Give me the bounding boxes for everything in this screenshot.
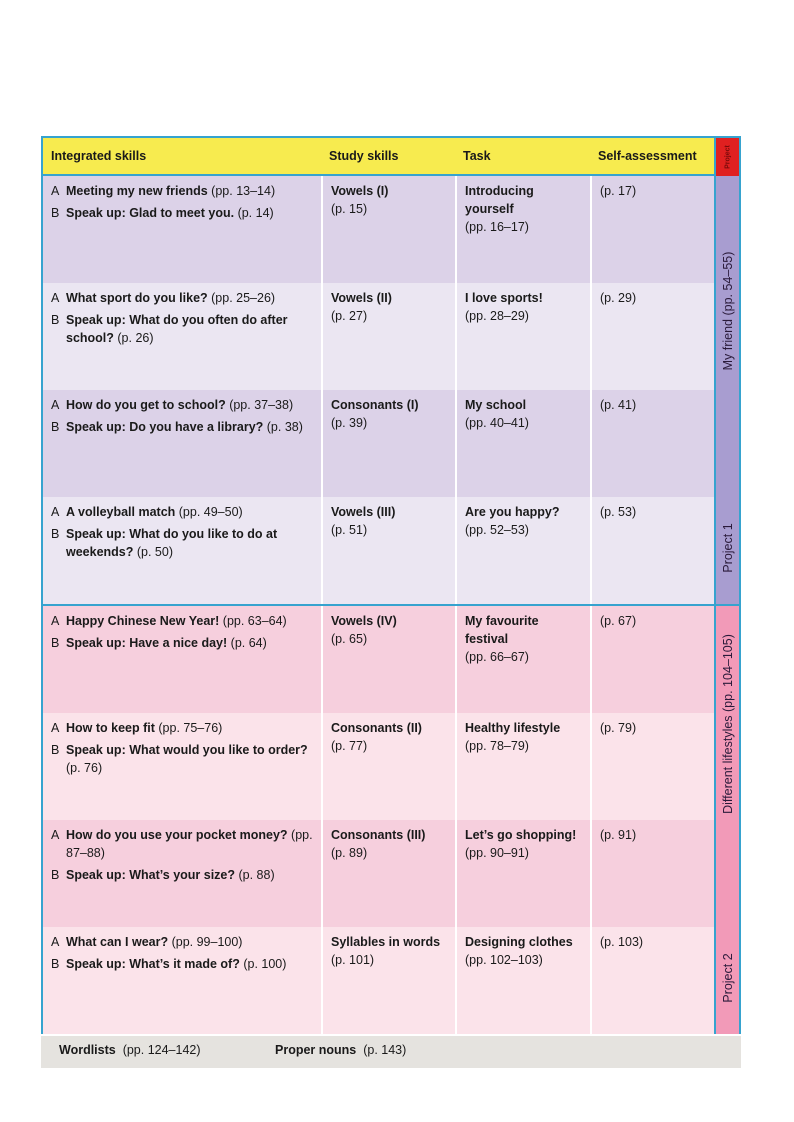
task-title: Let’s go shopping! bbox=[465, 828, 577, 842]
task-title: My favourite festival bbox=[465, 614, 539, 646]
lesson-letter: B bbox=[51, 313, 60, 327]
self-assessment-cell[interactable] bbox=[590, 606, 714, 713]
task-title: Introducing yourself bbox=[465, 184, 534, 216]
task-cell[interactable] bbox=[455, 283, 590, 390]
wordlists-entry[interactable]: Wordlists (pp. 124–142) bbox=[59, 1043, 201, 1057]
integrated-skills-cell bbox=[43, 497, 321, 604]
task-title: Designing clothes bbox=[465, 935, 573, 949]
lesson-pages: (pp. 37–38) bbox=[225, 398, 294, 412]
task-pages: (pp. 16–17) bbox=[465, 220, 529, 234]
lesson-letter: A bbox=[51, 184, 60, 198]
lesson-letter: B bbox=[51, 527, 60, 541]
lesson-pages: (p. 26) bbox=[113, 331, 154, 345]
task-title: My school bbox=[465, 398, 527, 412]
table-row bbox=[43, 606, 714, 713]
integrated-skills-cell bbox=[43, 283, 321, 390]
study-title: Consonants (III) bbox=[331, 828, 426, 842]
lesson-title: Speak up: What would you like to order? bbox=[66, 743, 308, 757]
lesson-title: Happy Chinese New Year! bbox=[66, 614, 220, 628]
study-pages: (p. 39) bbox=[331, 416, 368, 430]
contents-table bbox=[41, 136, 741, 1034]
proper-nouns-entry[interactable]: Proper nouns (p. 143) bbox=[275, 1043, 407, 1057]
lesson-pages: (p. 64) bbox=[227, 636, 267, 650]
integrated-skills-cell bbox=[43, 390, 321, 497]
lesson-title: Speak up: What’s your size? bbox=[66, 868, 236, 882]
lesson-letter: B bbox=[51, 420, 60, 434]
self-assessment-pages: (p. 103) bbox=[600, 935, 644, 949]
task-pages: (pp. 78–79) bbox=[465, 739, 529, 753]
lesson-letter: A bbox=[51, 828, 60, 842]
lesson-pages: (pp. 75–76) bbox=[154, 721, 223, 735]
table-row bbox=[43, 820, 714, 927]
lesson-title: A volleyball match bbox=[66, 505, 176, 519]
self-assessment-cell[interactable] bbox=[590, 927, 714, 1034]
lesson-a[interactable] bbox=[51, 933, 315, 951]
task-cell[interactable] bbox=[455, 927, 590, 1034]
table-row bbox=[43, 176, 714, 283]
lesson-title: How to keep fit bbox=[66, 721, 155, 735]
lesson-letter: B bbox=[51, 868, 60, 882]
module1-title: My friend (pp. 54–55) bbox=[720, 251, 735, 371]
header-study-skills: Study skills bbox=[329, 149, 399, 163]
lesson-a[interactable] bbox=[51, 396, 315, 414]
study-pages: (p. 27) bbox=[331, 309, 368, 323]
lesson-b[interactable] bbox=[51, 311, 315, 347]
lesson-a[interactable] bbox=[51, 289, 315, 307]
lesson-a[interactable] bbox=[51, 503, 315, 521]
self-assessment-cell[interactable] bbox=[590, 390, 714, 497]
lesson-pages: (pp. 49–50) bbox=[175, 505, 243, 519]
self-assessment-pages: (p. 79) bbox=[600, 721, 637, 735]
self-assessment-cell[interactable] bbox=[590, 497, 714, 604]
lesson-pages: (pp. 25–26) bbox=[207, 291, 276, 305]
study-skills-cell[interactable] bbox=[321, 820, 455, 927]
lesson-title: Speak up: What do you like to do at weekends? bbox=[66, 527, 278, 559]
integrated-skills-cell bbox=[43, 176, 321, 283]
lesson-a[interactable] bbox=[51, 719, 315, 737]
self-assessment-cell[interactable] bbox=[590, 713, 714, 820]
study-title: Vowels (I) bbox=[331, 184, 389, 198]
integrated-skills-cell bbox=[43, 713, 321, 820]
integrated-skills-cell bbox=[43, 927, 321, 1034]
table-row bbox=[43, 927, 714, 1034]
task-cell[interactable] bbox=[455, 606, 590, 713]
header-self-assessment: Self-assessment bbox=[598, 149, 697, 163]
lesson-pages: (p. 38) bbox=[263, 420, 303, 434]
study-title: Consonants (I) bbox=[331, 398, 419, 412]
study-skills-cell[interactable] bbox=[321, 390, 455, 497]
self-assessment-cell[interactable] bbox=[590, 176, 714, 283]
study-pages: (p. 51) bbox=[331, 523, 368, 537]
lesson-a[interactable] bbox=[51, 826, 315, 862]
lesson-b[interactable] bbox=[51, 955, 315, 973]
table-row bbox=[43, 390, 714, 497]
lesson-b[interactable] bbox=[51, 634, 315, 652]
task-cell[interactable] bbox=[455, 820, 590, 927]
study-title: Vowels (II) bbox=[331, 291, 392, 305]
study-title: Syllables in words bbox=[331, 935, 441, 949]
lesson-b[interactable] bbox=[51, 525, 315, 561]
self-assessment-pages: (p. 91) bbox=[600, 828, 637, 842]
lesson-pages: (p. 100) bbox=[239, 957, 287, 971]
study-skills-cell[interactable] bbox=[321, 927, 455, 1034]
self-assessment-cell[interactable] bbox=[590, 283, 714, 390]
study-skills-cell[interactable] bbox=[321, 606, 455, 713]
task-pages: (pp. 52–53) bbox=[465, 523, 529, 537]
lesson-a[interactable] bbox=[51, 182, 315, 200]
self-assessment-pages: (p. 17) bbox=[600, 184, 637, 198]
module2-project: Project 2 bbox=[720, 953, 735, 1003]
integrated-skills-cell bbox=[43, 820, 321, 927]
module1-project: Project 1 bbox=[720, 523, 735, 573]
lesson-title: What sport do you like? bbox=[66, 291, 208, 305]
lesson-title: How do you get to school? bbox=[66, 398, 226, 412]
lesson-letter: B bbox=[51, 743, 60, 757]
lesson-pages: (pp. 13–14) bbox=[207, 184, 276, 198]
lesson-title: Speak up: Glad to meet you. bbox=[66, 206, 235, 220]
task-pages: (pp. 28–29) bbox=[465, 309, 529, 323]
lesson-pages: (p. 14) bbox=[234, 206, 274, 220]
lesson-letter: A bbox=[51, 398, 60, 412]
task-title: Are you happy? bbox=[465, 505, 560, 519]
lesson-letter: A bbox=[51, 721, 60, 735]
lesson-pages: (pp. 63–64) bbox=[219, 614, 287, 628]
table-row bbox=[43, 283, 714, 390]
lesson-title: Speak up: What’s it made of? bbox=[66, 957, 240, 971]
lesson-title: Speak up: Do you have a library? bbox=[66, 420, 264, 434]
lesson-title: How do you use your pocket money? bbox=[66, 828, 288, 842]
study-title: Consonants (II) bbox=[331, 721, 422, 735]
lesson-letter: A bbox=[51, 614, 60, 628]
self-assessment-pages: (p. 29) bbox=[600, 291, 637, 305]
study-skills-cell[interactable] bbox=[321, 283, 455, 390]
study-pages: (p. 77) bbox=[331, 739, 368, 753]
self-assessment-cell[interactable] bbox=[590, 820, 714, 927]
table-row bbox=[43, 713, 714, 820]
task-pages: (pp. 102–103) bbox=[465, 953, 543, 967]
header-integrated-skills: Integrated skills bbox=[51, 149, 147, 163]
self-assessment-pages: (p. 41) bbox=[600, 398, 637, 412]
lesson-letter: B bbox=[51, 206, 60, 220]
task-cell[interactable] bbox=[455, 713, 590, 820]
task-cell[interactable] bbox=[455, 176, 590, 283]
table-row bbox=[43, 497, 714, 604]
lesson-pages: (p. 88) bbox=[235, 868, 275, 882]
lesson-pages: (pp. 87–88) bbox=[66, 828, 313, 860]
task-cell[interactable] bbox=[455, 497, 590, 604]
self-assessment-pages: (p. 67) bbox=[600, 614, 637, 628]
module1-side-tab bbox=[714, 176, 739, 604]
lesson-letter: B bbox=[51, 636, 60, 650]
lesson-title: Meeting my new friends bbox=[66, 184, 208, 198]
study-pages: (p. 65) bbox=[331, 632, 368, 646]
lesson-pages: (pp. 99–100) bbox=[168, 935, 243, 949]
module2-title: Different lifestyles (pp. 104–105) bbox=[720, 634, 735, 814]
study-skills-cell[interactable] bbox=[321, 176, 455, 283]
lesson-letter: A bbox=[51, 935, 60, 949]
task-title: I love sports! bbox=[465, 291, 543, 305]
lesson-title: Speak up: What do you often do after school? bbox=[66, 313, 288, 345]
lesson-pages: (p. 76) bbox=[66, 761, 103, 775]
lesson-a[interactable] bbox=[51, 612, 315, 630]
lesson-b[interactable] bbox=[51, 204, 315, 222]
study-title: Vowels (IV) bbox=[331, 614, 397, 628]
task-pages: (pp. 40–41) bbox=[465, 416, 529, 430]
task-pages: (pp. 66–67) bbox=[465, 650, 529, 664]
footer-bar bbox=[41, 1036, 741, 1068]
task-cell[interactable] bbox=[455, 390, 590, 497]
study-skills-cell[interactable] bbox=[321, 497, 455, 604]
study-pages: (p. 101) bbox=[331, 953, 375, 967]
study-pages: (p. 15) bbox=[331, 202, 368, 216]
lesson-b[interactable] bbox=[51, 418, 315, 436]
lesson-title: Speak up: Have a nice day! bbox=[66, 636, 228, 650]
lesson-letter: A bbox=[51, 505, 60, 519]
header-side-tab bbox=[714, 138, 739, 176]
task-pages: (pp. 90–91) bbox=[465, 846, 529, 860]
task-title: Healthy lifestyle bbox=[465, 721, 561, 735]
lesson-b[interactable] bbox=[51, 741, 315, 777]
lesson-b[interactable] bbox=[51, 866, 315, 884]
table-header bbox=[43, 138, 714, 176]
study-title: Vowels (III) bbox=[331, 505, 396, 519]
lesson-pages: (p. 50) bbox=[133, 545, 173, 559]
study-pages: (p. 89) bbox=[331, 846, 368, 860]
lesson-title: What can I wear? bbox=[66, 935, 169, 949]
header-task: Task bbox=[463, 149, 491, 163]
header-side-label: Project bbox=[724, 145, 731, 169]
lesson-letter: B bbox=[51, 957, 60, 971]
study-skills-cell[interactable] bbox=[321, 713, 455, 820]
self-assessment-pages: (p. 53) bbox=[600, 505, 637, 519]
module2-side-tab bbox=[714, 606, 739, 1034]
lesson-letter: A bbox=[51, 291, 60, 305]
integrated-skills-cell bbox=[43, 606, 321, 713]
